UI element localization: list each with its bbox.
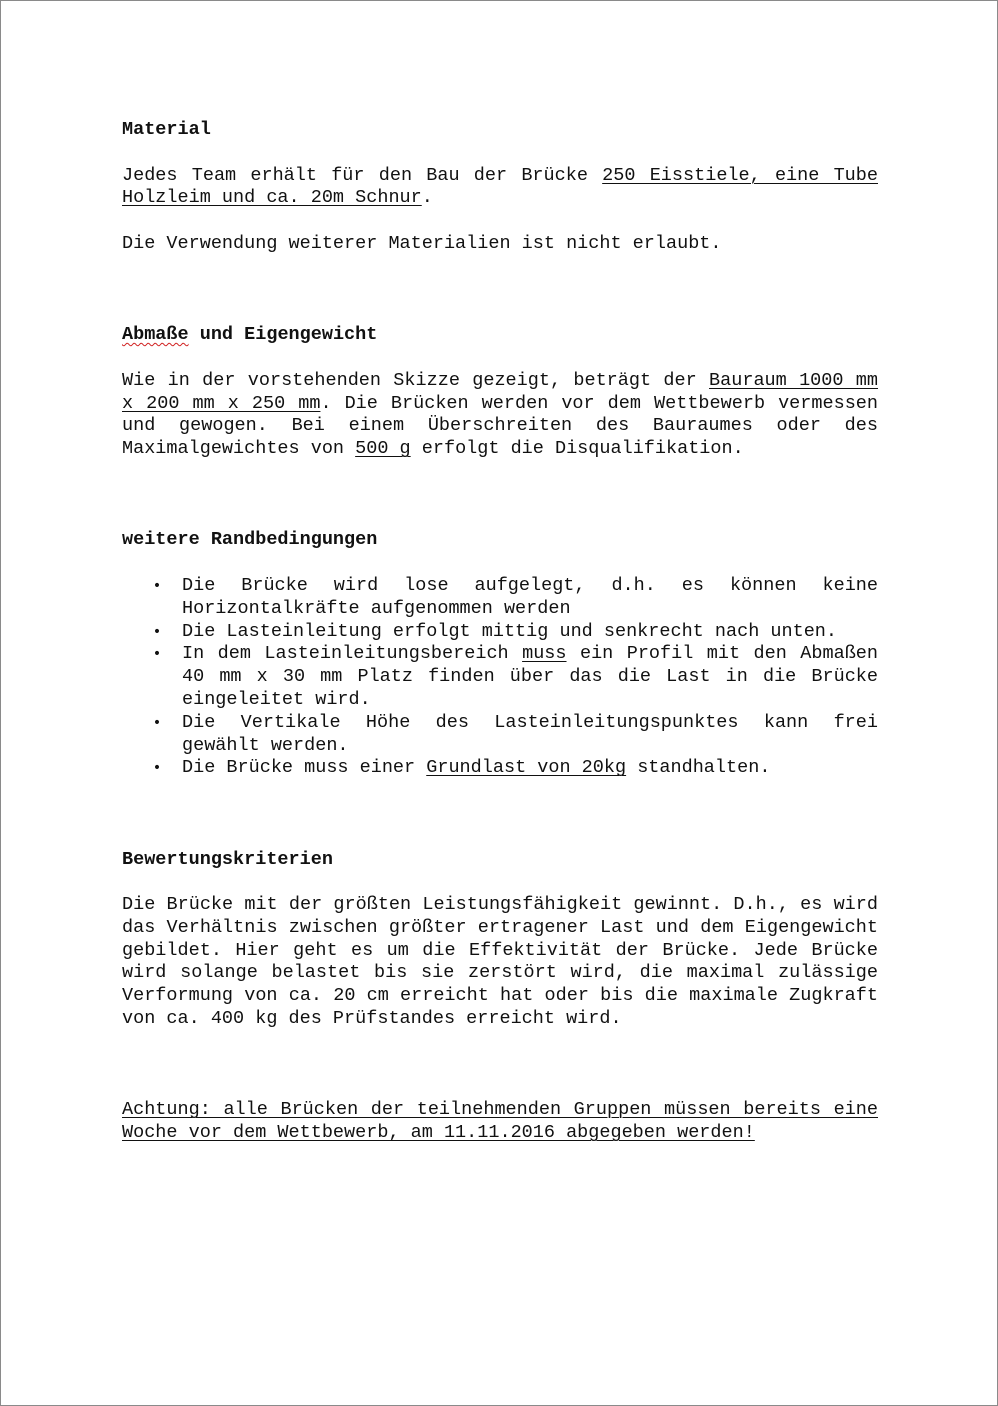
underlined-max-weight: 500 g: [355, 438, 411, 460]
list-item: • Die Lasteinleitung erfolgt mittig und senkrecht nach unten.: [152, 620, 838, 642]
underlined-achtung: Achtung: alle Brücken der teilnehmenden Gruppen müssen bereits eine Woche vor dem Wettbewerb, am 11.11.2016 abgegeben werden!: [122, 1099, 878, 1144]
bullet-icon: •: [152, 714, 162, 731]
spellcheck-word: Abmaße: [122, 324, 189, 346]
underlined-material-list: 250 Eisstiele, eine Tube Holzleim und ca. 20m Schnur: [122, 164, 878, 209]
list-item: • Die Brücke wird lose aufgelegt, d.h. es können keine Horizontalkräfte aufgenommen werden: [152, 574, 878, 619]
bullet-icon: •: [152, 577, 162, 594]
bullet-list: [122, 575, 878, 780]
underlined-grundlast: Grundlast von 20kg: [426, 757, 627, 779]
paragraph-bewertung: Die Brücke mit der größten Leistungsfähigkeit gewinnt. D.h., es wird das Verhältnis zwischen größter ertragener Last und dem Eigengewicht gebildet. Hier geht es um die Effektivität der Brücke. Jede Brücke wird solange belastet bis sie zerstört wird, die maximal zulässige Verformung von ca. 20 cm erreicht hat oder bis die maximale Zugkraft von ca. 400 kg des Prüfstandes erreicht wird.: [122, 894, 878, 1030]
paragraph-material-2: Die Verwendung weiterer Materialien ist nicht erlaubt.: [122, 232, 722, 254]
heading-abmasse: Abmaße und Eigengewicht: [122, 324, 378, 346]
heading-randbedingungen: weitere Randbedingungen: [122, 529, 378, 551]
paragraph-material-1: Jedes Team erhält für den Bau der Brücke 250 Eisstiele, eine Tube Holzleim und ca. 20m Schnur.: [122, 164, 878, 209]
heading-material: Material: [122, 119, 211, 140]
document-body: [122, 119, 878, 1145]
paragraph-abmasse: Wie in der vorstehenden Skizze gezeigt, beträgt der Bauraum 1000 mm x 200 mm x 250 mm. Die Brücken werden vor dem Wettbewerb vermessen und gewogen. Bei einem Überschreiten des Bauraumes oder des Maximalgewichtes von 500 g erfolgt die Disqualifikation.: [122, 369, 879, 460]
bullet-icon: •: [152, 623, 162, 640]
underlined-muss: muss: [522, 643, 567, 665]
paragraph-achtung: [122, 1099, 878, 1145]
bullet-icon: •: [152, 760, 162, 777]
heading-bewertung: Bewertungskriterien: [122, 848, 333, 870]
list-item: • In dem Lasteinleitungsbereich muss ein Profil mit den Abmaßen 40 mm x 30 mm Platz finden über das die Last in die Brücke eingeleitet wird.: [152, 643, 878, 710]
underlined-bauraum: Bauraum 1000 mm x 200 mm x 250 mm: [122, 369, 879, 414]
bullet-icon: •: [152, 646, 162, 663]
list-item: • Die Vertikale Höhe des Lasteinleitungspunktes kann frei gewählt werden.: [152, 711, 878, 756]
list-item: • Die Brücke muss einer Grundlast von 20kg standhalten.: [152, 757, 771, 779]
